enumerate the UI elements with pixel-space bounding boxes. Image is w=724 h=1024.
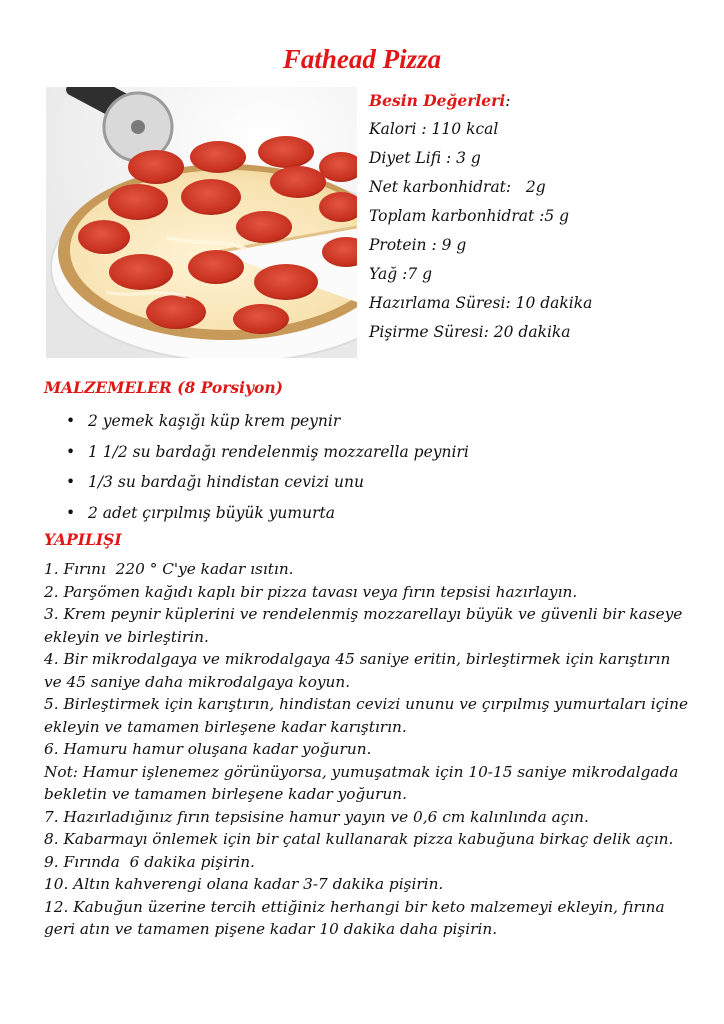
bullet-icon: •	[66, 412, 76, 430]
step-item: 1. Fırını 220 ° C'ye kadar ısıtın.	[44, 560, 294, 578]
nutrition-heading-colon: :	[505, 92, 511, 110]
bullet-icon: •	[66, 473, 76, 491]
nutrition-total-carbs: Toplam karbonhidrat :5 g	[369, 207, 570, 225]
nutrition-calories: Kalori : 110 kcal	[369, 120, 499, 138]
list-item	[66, 406, 686, 437]
bullet-icon: •	[66, 442, 76, 461]
ingredient-text: 2 adet çırpılmış büyük yumurta	[88, 503, 335, 522]
list-item	[66, 498, 686, 529]
ingredients-heading: MALZEMELER (8 Porsiyon)	[44, 378, 283, 397]
step-item: 7. Hazırladığınız fırın tepsisine hamur yayın ve 0,6 cm kalınlında açın.	[44, 807, 589, 826]
list-item	[66, 437, 686, 468]
step-item: 2. Parşömen kağıdı kaplı bir pizza tavası veya fırın tepsisi hazırlayın.	[44, 582, 578, 601]
nutrition-heading	[369, 86, 709, 115]
steps-list	[44, 558, 689, 941]
bullet-icon: •	[66, 503, 76, 522]
step-note: Not: Hamur işlenemez görünüyorsa, yumuşatmak için 10-15 saniye mikrodalgada bekletin ve tamamen birleşene kadar yoğurun.	[44, 762, 679, 803]
nutrition-fat: Yağ :7 g	[369, 265, 433, 283]
steps-heading: YAPILIŞI	[44, 530, 122, 549]
page-title: Fathead Pizza	[282, 44, 442, 74]
step-item: 9. Fırında 6 dakika pişirin.	[44, 852, 255, 871]
nutrition-panel	[369, 86, 709, 347]
step-item: 3. Krem peynir küplerini ve rendelenmiş mozzarellayı büyük ve güvenli bir kaseye ekleyin ve birleştirin.	[44, 605, 683, 646]
nutrition-protein: Protein : 9 g	[369, 236, 467, 254]
ingredients-list	[66, 406, 686, 528]
step-item: 8. Kabarmayı önlemek için bir çatal kullanarak pizza kabuğuna birkaç delik açın.	[44, 830, 674, 848]
nutrition-prep-time: Hazırlama Süresi: 10 dakika	[369, 294, 593, 312]
pizza-photo	[46, 87, 357, 358]
ingredient-text: 1/3 su bardağı hindistan cevizi unu	[88, 473, 364, 491]
nutrition-net-carbs: Net karbonhidrat: 2g	[369, 178, 546, 196]
step-item: 4. Bir mikrodalgaya ve mikrodalgaya 45 saniye eritin, birleştirmek için karıştırın ve 45 saniye daha mikrodalgaya koyun.	[44, 650, 671, 691]
step-item: 6. Hamuru hamur oluşana kadar yoğurun.	[44, 740, 372, 758]
step-item: 5. Birleştirmek için karıştırın, hindistan cevizi ununu ve çırpılmış yumurtaları içine ekleyin ve tamamen birleşene kadar karıştırın.	[44, 695, 689, 736]
ingredient-text: 2 yemek kaşığı küp krem peynir	[88, 412, 341, 430]
nutrition-cook-time: Pişirme Süresi: 20 dakika	[369, 323, 571, 341]
list-item	[66, 467, 686, 498]
ingredient-text: 1 1/2 su bardağı rendelenmiş mozzarella peyniri	[88, 442, 469, 461]
step-item: 10. Altın kahverengi olana kadar 3-7 dakika pişirin.	[44, 875, 444, 893]
step-item: 12. Kabuğun üzerine tercih ettiğiniz herhangi bir keto malzemeyi ekleyin, fırına geri atın ve tamamen pişene kadar 10 dakika daha pişirin.	[44, 897, 665, 938]
nutrition-fiber: Diyet Lifi : 3 g	[369, 149, 481, 167]
nutrition-heading-text: Besin Değerleri	[369, 91, 506, 110]
